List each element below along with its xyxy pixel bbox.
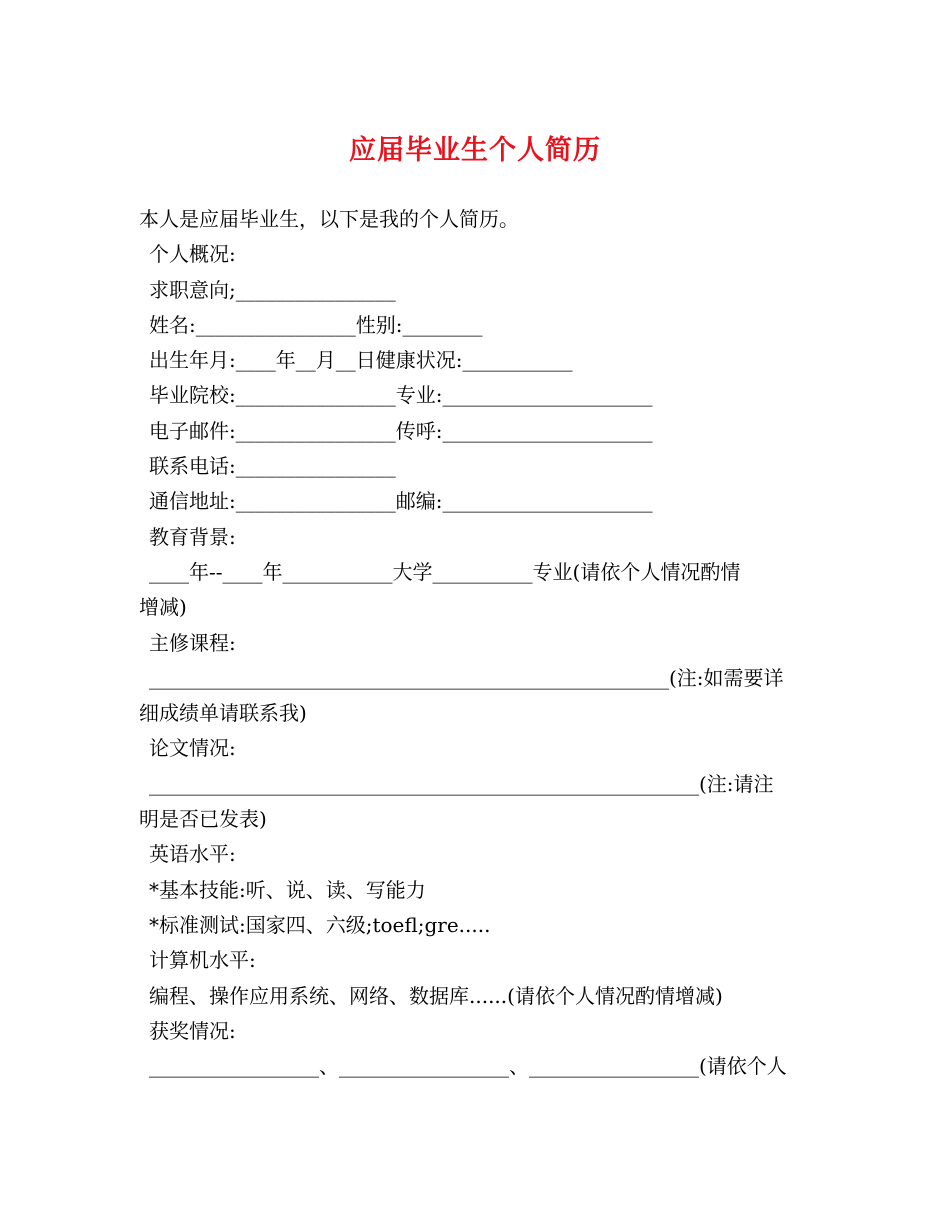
text-line: 本人是应届毕业生，以下是我的个人简历。 [139,207,519,231]
text-line: 联系电话:________________ [149,454,396,479]
text-line: *标准测试:国家四、六级;toefl;gre..... [149,912,491,937]
text-line: ____________________________________________________(注:如需要详 [149,665,784,690]
text-line: 英语水平: [149,842,236,867]
text-line: 明是否已发表) [139,807,267,832]
text-line: 论文情况: [149,736,236,761]
text-line: 细成绩单请联系我) [139,701,307,726]
text-line: 教育背景: [149,524,236,549]
text-line: 增减) [139,595,187,620]
text-line: 计算机水平: [149,948,256,973]
document-body [139,202,815,1084]
text-line: 获奖情况: [149,1018,236,1043]
document-title: 应届毕业生个人简历 [349,135,601,166]
text-line: 出生年月:____年__月__日健康状况:___________ [149,348,573,373]
text-line: _________________、_________________、_________________(请依个人 [149,1054,787,1079]
text-line: 电子邮件:________________传呼:_____________________ [149,418,653,443]
text-line: 求职意向;________________ [149,277,396,302]
text-line: 个人概况: [149,242,236,267]
text-line: ____年--____年___________大学__________专业(请依个人情况酌情 [149,559,741,584]
text-line: 姓名:________________性别:________ [149,312,483,337]
text-line: _______________________________________________________(注:请注 [149,771,774,796]
text-line: 通信地址:________________邮编:_____________________ [149,489,653,514]
text-line: 毕业院校:________________专业:_____________________ [149,383,653,408]
text-line: *基本技能:听、说、读、写能力 [149,877,426,902]
text-line: 编程、操作应用系统、网络、数据库......(请依个人情况酌情增减) [149,983,723,1008]
text-line: 主修课程: [149,630,236,655]
